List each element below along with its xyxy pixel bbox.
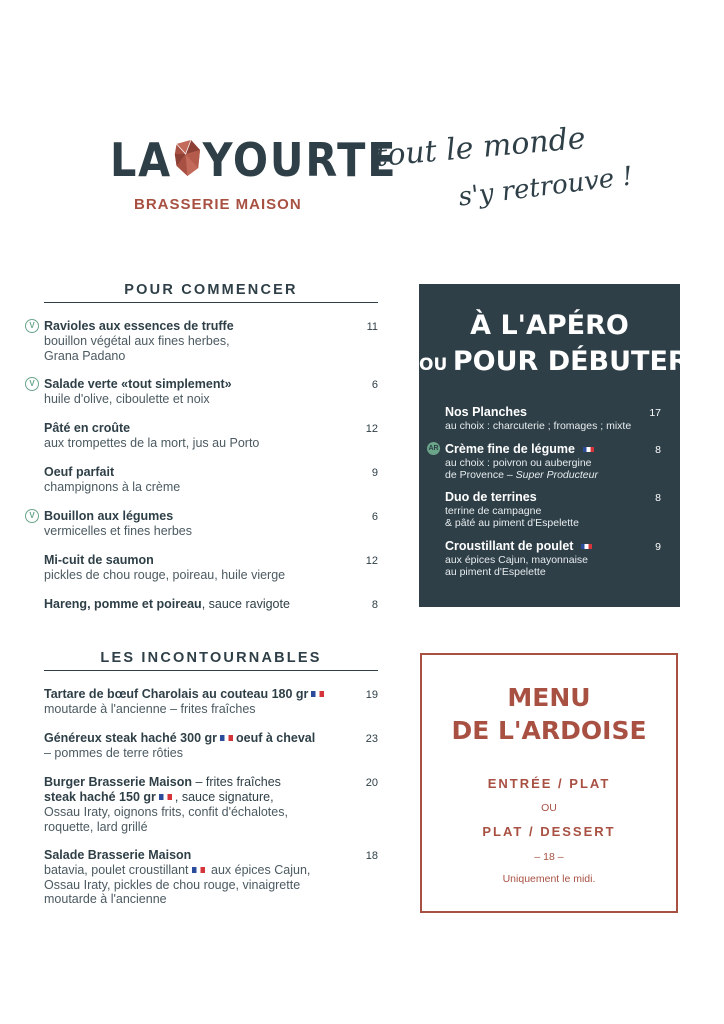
item-name-text: Croustillant de poulet xyxy=(445,539,574,553)
menu-item xyxy=(44,597,378,612)
item-price: 6 xyxy=(371,379,378,391)
formula-or: OU xyxy=(541,802,557,814)
item-desc: Ossau Iraty, pickles de chou rouge, vinaigrette xyxy=(44,877,301,892)
apero-item xyxy=(428,442,661,481)
ardoise-menu-box xyxy=(420,653,678,913)
item-desc: terrine de campagne xyxy=(445,505,542,517)
apero-item xyxy=(445,490,661,529)
item-name xyxy=(44,731,378,746)
item-desc: pickles de chou rouge, poireau, huile vierge xyxy=(44,568,286,582)
faceted-gem-icon xyxy=(173,138,202,178)
item-name-line-2 xyxy=(44,790,378,805)
tagline-line-1: tout le monde xyxy=(373,120,587,175)
item-price: 6 xyxy=(371,511,378,523)
item-name: Pâté en croûte xyxy=(44,421,131,435)
apero-panel xyxy=(419,284,711,607)
item-desc: aux trompettes de la mort, jus au Porto xyxy=(44,436,260,450)
item-name-text: Burger Brasserie Maison xyxy=(44,775,192,789)
item-desc: au choix : poivron ou aubergine xyxy=(445,457,592,469)
apero-title-or: OU xyxy=(419,355,448,375)
item-name: Nos Planches xyxy=(445,405,527,419)
logo-title-right: YOURTE xyxy=(202,133,398,187)
item-extra: – frites fraîches xyxy=(191,775,281,789)
french-flag-icon xyxy=(581,544,592,549)
section-rule xyxy=(44,670,378,671)
item-price: 12 xyxy=(365,423,378,435)
item-name: Ravioles aux essences de truffe xyxy=(44,319,234,333)
producer-icon: AR xyxy=(427,442,440,455)
french-flag-icon xyxy=(159,794,172,800)
item-desc-italic: Super Producteur xyxy=(515,469,598,481)
formula-note: Uniquement le midi. xyxy=(502,873,596,885)
menu-item xyxy=(44,421,378,451)
item-price: 17 xyxy=(649,407,661,419)
item-price: 18 xyxy=(365,850,378,862)
formula-entree-plat: ENTRÉE / PLAT xyxy=(487,776,611,791)
item-name xyxy=(44,775,378,790)
item-name-text: Tartare de bœuf Charolais au couteau 180 gr xyxy=(44,687,309,701)
item-desc: Ossau Iraty, oignons frits, confit d'échalotes, xyxy=(44,805,288,819)
item-price: 12 xyxy=(365,555,378,567)
item-name-text: Généreux steak haché 300 gr xyxy=(44,731,218,745)
vegetarian-icon: V xyxy=(25,377,39,391)
item-desc: & pâté au piment d'Espelette xyxy=(445,517,579,529)
menu-item xyxy=(29,319,378,363)
item-price: 9 xyxy=(655,541,661,553)
french-flag-icon xyxy=(311,691,324,697)
item-desc: huile d'olive, ciboulette et noix xyxy=(44,392,210,406)
item-desc: champignons à la crème xyxy=(44,480,181,494)
item-desc-text: de Provence – xyxy=(445,469,516,481)
logo-subtitle: BRASSERIE MAISON xyxy=(134,196,302,213)
item-name xyxy=(44,597,378,612)
item-price: 19 xyxy=(365,689,378,701)
menu-item xyxy=(44,687,378,717)
item-name: Bouillon aux légumes xyxy=(44,509,174,523)
item-price: 8 xyxy=(655,492,661,504)
item-name: Mi-cuit de saumon xyxy=(44,553,154,567)
item-desc: Grana Padano xyxy=(44,348,126,363)
item-desc: moutarde à l'ancienne xyxy=(44,892,167,906)
item-name: Oeuf parfait xyxy=(44,465,115,479)
apero-item xyxy=(445,405,661,432)
item-desc: moutarde à l'ancienne – frites fraîches xyxy=(44,702,256,716)
vegetarian-icon: V xyxy=(25,319,39,333)
menu-item xyxy=(44,465,378,495)
item-desc xyxy=(44,863,378,878)
item-desc: au piment d'Espelette xyxy=(445,566,546,578)
brand-logo xyxy=(110,133,398,187)
apero-title-line-1: À L'APÉRO xyxy=(470,310,629,341)
formula-plat-dessert: PLAT / DESSERT xyxy=(482,824,616,839)
item-price: 23 xyxy=(365,733,378,745)
item-desc: au choix : charcuterie ; fromages ; mixte xyxy=(445,420,632,432)
formula-price: – 18 – xyxy=(534,851,564,863)
item-desc: bouillon végétal aux fines herbes, xyxy=(44,334,230,348)
menu-item xyxy=(44,775,378,834)
item-price: 8 xyxy=(655,444,661,456)
tagline-line-2: s'y retrouve ! xyxy=(456,161,635,213)
apero-title-debuter: POUR DÉBUTER ! xyxy=(452,346,711,377)
section-heading-starters: POUR COMMENCER xyxy=(124,282,298,298)
french-flag-icon xyxy=(192,867,205,873)
logo-title-left: LA xyxy=(110,133,173,187)
french-flag-icon xyxy=(220,735,233,741)
item-name: Salade Brasserie Maison xyxy=(44,848,192,862)
item-name-text: steak haché 150 gr xyxy=(44,790,156,804)
menu-item xyxy=(44,731,378,761)
item-price: 11 xyxy=(366,321,378,333)
item-desc: vermicelles et fines herbes xyxy=(44,524,192,538)
vegetarian-icon: V xyxy=(25,509,39,523)
apero-title-line-2 xyxy=(419,346,711,377)
item-name-text: Hareng, pomme et poireau xyxy=(44,597,202,611)
item-name xyxy=(445,539,661,554)
item-name-text: Crème fine de légume xyxy=(445,442,575,456)
ardoise-title-line-2: DE L'ARDOISE xyxy=(451,716,647,745)
item-name xyxy=(445,442,661,457)
ardoise-title-line-1: MENU xyxy=(507,683,591,712)
section-rule xyxy=(44,302,378,303)
item-name: Duo de terrines xyxy=(445,490,537,504)
item-price: 8 xyxy=(371,599,378,611)
french-flag-icon xyxy=(583,447,594,452)
item-name: Salade verte «tout simplement» xyxy=(44,377,232,391)
item-desc xyxy=(445,469,661,481)
menu-item xyxy=(29,377,378,407)
item-name-text-2: oeuf à cheval xyxy=(236,731,316,745)
menu-item xyxy=(44,848,378,907)
item-name xyxy=(44,687,378,702)
item-extra: , sauce signature, xyxy=(174,790,274,804)
item-desc: roquette, lard grillé xyxy=(44,819,148,834)
apero-item xyxy=(445,539,661,578)
item-price: 20 xyxy=(365,777,378,789)
menu-item xyxy=(29,509,378,539)
item-desc: – pommes de terre rôties xyxy=(44,746,183,760)
item-desc-text-2: aux épices Cajun, xyxy=(207,863,311,877)
menu-item xyxy=(44,553,378,583)
item-desc-text: batavia, poulet croustillant xyxy=(44,863,189,877)
item-price: 9 xyxy=(371,467,378,479)
item-desc: aux épices Cajun, mayonnaise xyxy=(445,554,589,566)
item-extra: , sauce ravigote xyxy=(201,597,290,611)
section-heading-classics: LES INCONTOURNABLES xyxy=(100,650,322,666)
